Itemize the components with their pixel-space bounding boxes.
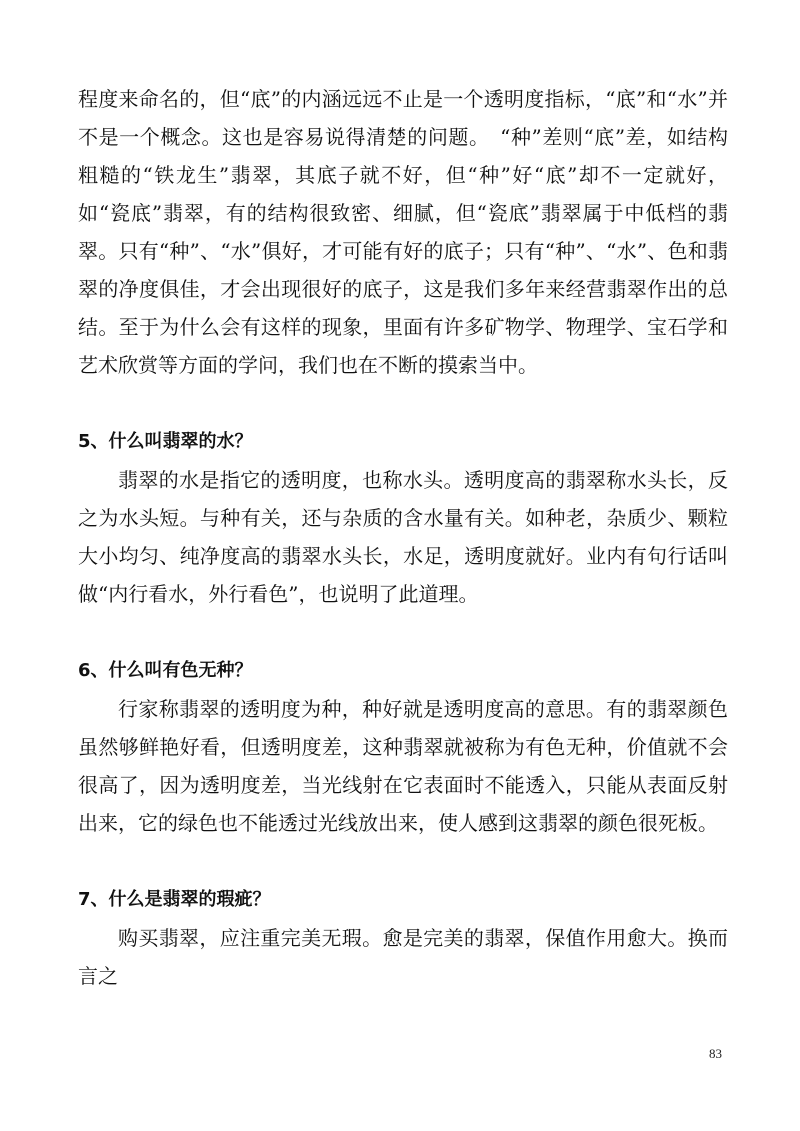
section-gap (78, 384, 728, 423)
section-heading-6: 6、什么叫有色无种？ (78, 660, 253, 681)
section-gap (78, 842, 728, 881)
section-heading-7: 7、什么是翡翠的瑕疵？ (78, 889, 271, 910)
intro-paragraph: 程度来命名的，但“底”的内涵远远不止是一个透明度指标，“底”和“水”并不是一个概念。这也是容易说得清楚的问题。 “种”差则“底”差，如结构粗糙的“铁龙生”翡翠，其底子就不好，但“种”好“底”却不一定就好，如“瓷底”翡翠，有的结构很致密、细腻，但“瓷底”翡翠属于中低档的翡翠。只有“种”、“水”俱好，才可能有好的底子；只有“种”、“水”、色和翡翠的净度俱佳，才会出现很好的底子，这是我们多年来经营翡翠作出的总结。至于为什么会有这样的现象，里面有许多矿物学、物理学、宝石学和艺术欣赏等方面的学问，我们也在不断的摸索当中。 (78, 87, 728, 377)
section-heading-5: 5、什么叫翡翠的水？ (78, 431, 253, 452)
section-gap (78, 613, 728, 652)
section-body-6: 行家称翡翠的透明度为种，种好就是透明度高的意思。有的翡翠颜色虽然够鲜艳好看，但透明度差，这种翡翠就被称为有色无种，价值就不会很高了，因为透明度差，当光线射在它表面时不能透入，只能从表面反射出来，它的绿色也不能透过光线放出来，使人感到这翡翠的颜色很死板。 (78, 697, 728, 835)
section-body-5: 翡翠的水是指它的透明度，也称水头。透明度高的翡翠称水头长，反之为水头短。与种有关，还与杂质的含水量有关。如种老，杂质少、颗粒大小均匀、纯净度高的翡翠水头长，水足，透明度就好。业内有句行话叫做“内行看水，外行看色”，也说明了此道理。 (78, 468, 728, 606)
section-body-7: 购买翡翠，应注重完美无瑕。愈是完美的翡翠，保值作用愈大。换而言之 (78, 926, 728, 988)
page-number: 83 (709, 1046, 722, 1061)
document-body (78, 80, 728, 995)
